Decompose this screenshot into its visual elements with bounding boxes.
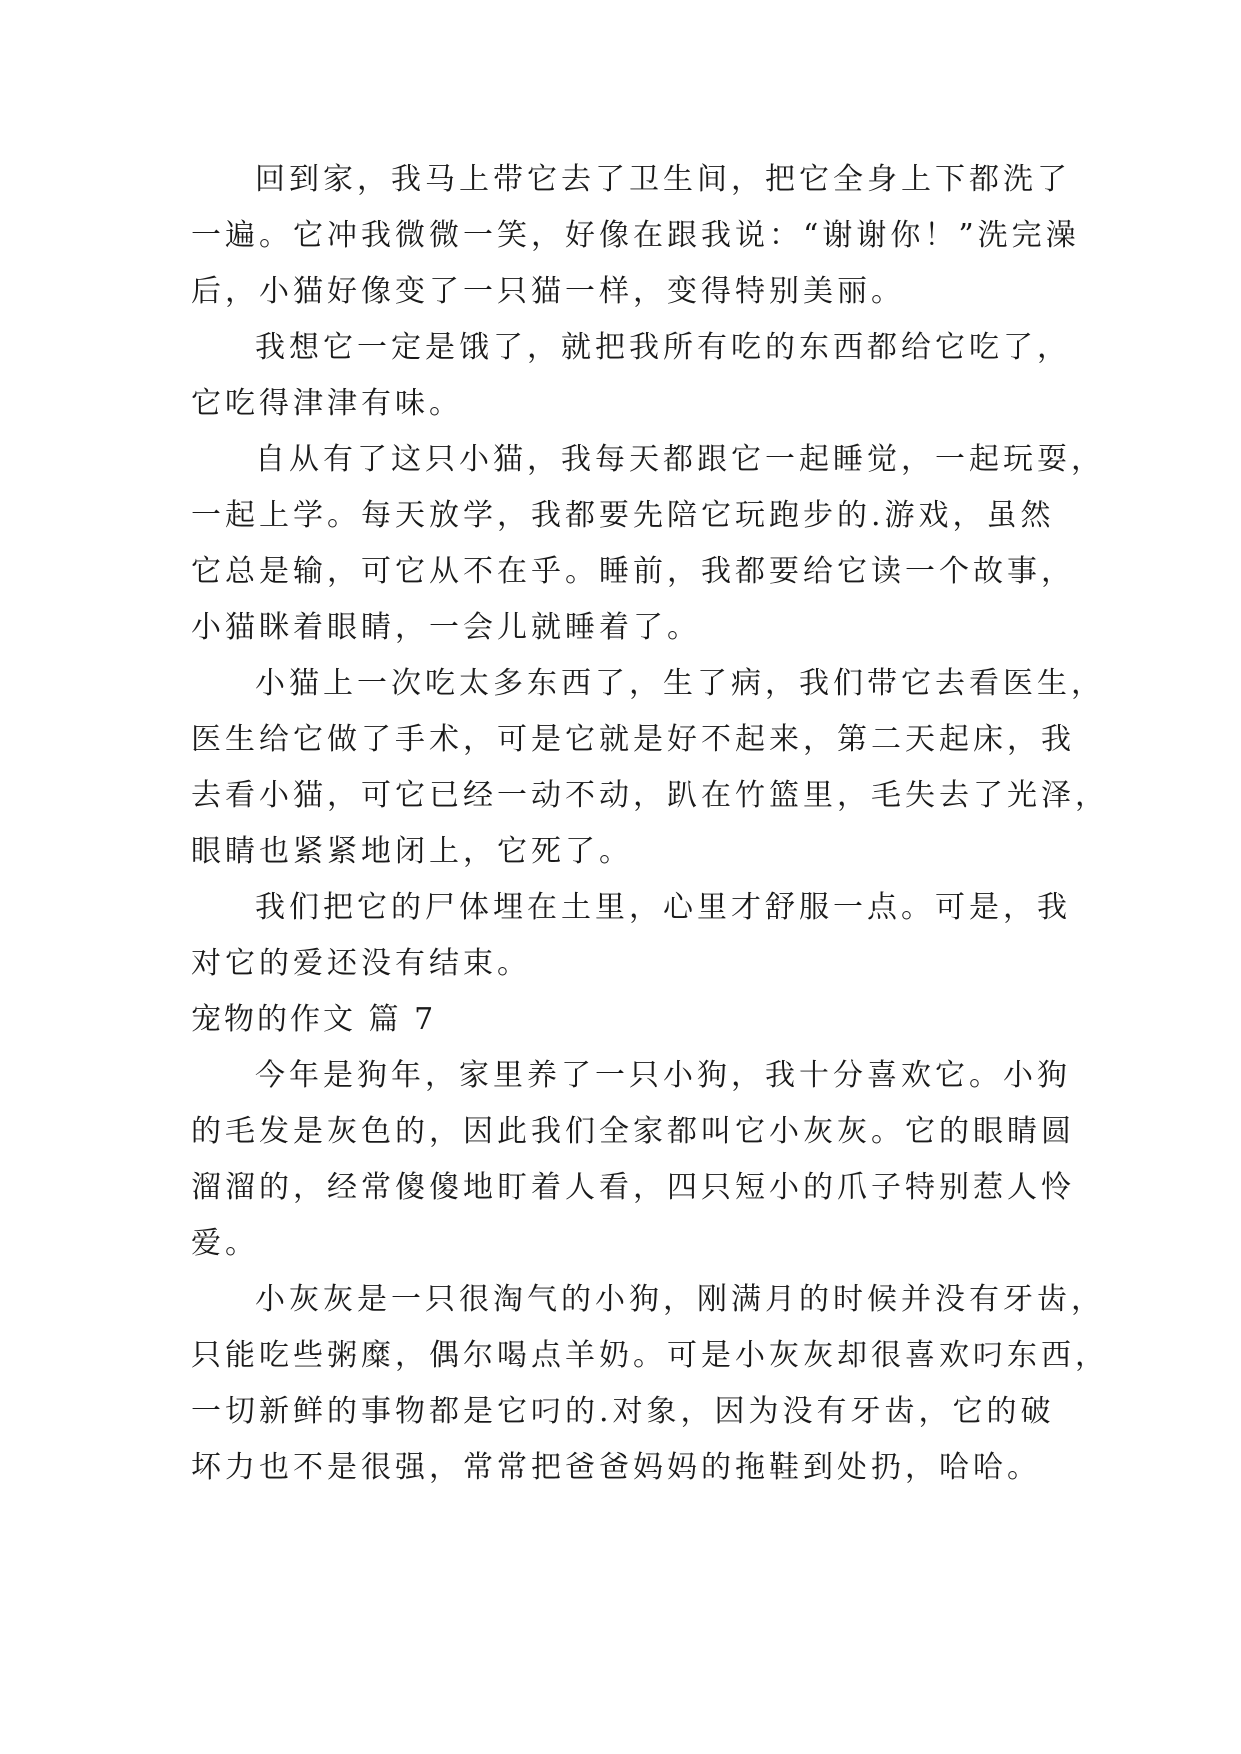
paragraph bbox=[191, 880, 1071, 992]
text-line: 医生给它做了手术，可是它就是好不起来，第二天起床，我 bbox=[191, 722, 1075, 757]
section-heading: 宠物的作文 篇 7 bbox=[191, 1002, 437, 1037]
text-line: 去看小猫，可它已经一动不动，趴在竹篮里，毛失去了光泽， bbox=[191, 778, 1109, 813]
paragraph bbox=[191, 432, 1105, 656]
text-line: 坏力也不是很强，常常把爸爸妈妈的拖鞋到处扔，哈哈。 bbox=[191, 1450, 1041, 1485]
text-line: 一切新鲜的事物都是它叼的.对象，因为没有牙齿，它的破 bbox=[191, 1394, 1055, 1429]
text-line: 我们把它的尸体埋在土里，心里才舒服一点。可是，我 bbox=[255, 890, 1071, 925]
paragraph bbox=[191, 320, 1071, 432]
text-line: 它吃得津津有味。 bbox=[191, 386, 463, 421]
text-line: 小猫眯着眼睛，一会儿就睡着了。 bbox=[191, 610, 701, 645]
paragraph bbox=[191, 656, 1109, 880]
paragraph bbox=[191, 152, 1080, 320]
paragraph bbox=[191, 1272, 1109, 1496]
text-line: 的毛发是灰色的，因此我们全家都叫它小灰灰。它的眼睛圆 bbox=[191, 1114, 1075, 1149]
text-line: 爱。 bbox=[191, 1226, 259, 1261]
text-line: 一遍。它冲我微微一笑，好像在跟我说：“谢谢你！”洗完澡 bbox=[191, 218, 1080, 253]
text-line: 小灰灰是一只很淘气的小狗，刚满月的时候并没有牙齿， bbox=[255, 1282, 1105, 1317]
text-line: 一起上学。每天放学，我都要先陪它玩跑步的.游戏，虽然 bbox=[191, 498, 1055, 533]
text-line: 溜溜的，经常傻傻地盯着人看，四只短小的爪子特别惹人怜 bbox=[191, 1170, 1075, 1205]
document-body bbox=[191, 152, 1109, 1496]
text-line: 回到家，我马上带它去了卫生间，把它全身上下都洗了 bbox=[255, 162, 1071, 197]
text-line: 只能吃些粥糜，偶尔喝点羊奶。可是小灰灰却很喜欢叼东西， bbox=[191, 1338, 1109, 1373]
text-line: 对它的爱还没有结束。 bbox=[191, 946, 531, 981]
text-line: 小猫上一次吃太多东西了，生了病，我们带它去看医生， bbox=[255, 666, 1105, 701]
text-line: 后，小猫好像变了一只猫一样，变得特别美丽。 bbox=[191, 274, 905, 309]
text-line: 它总是输，可它从不在乎。睡前，我都要给它读一个故事， bbox=[191, 554, 1075, 589]
text-line: 我想它一定是饿了，就把我所有吃的东西都给它吃了， bbox=[255, 330, 1071, 365]
text-line: 今年是狗年，家里养了一只小狗，我十分喜欢它。小狗 bbox=[255, 1058, 1071, 1093]
paragraph bbox=[191, 1048, 1075, 1272]
text-line: 自从有了这只小猫，我每天都跟它一起睡觉，一起玩耍， bbox=[255, 442, 1105, 477]
text-line: 眼睛也紧紧地闭上，它死了。 bbox=[191, 834, 633, 869]
